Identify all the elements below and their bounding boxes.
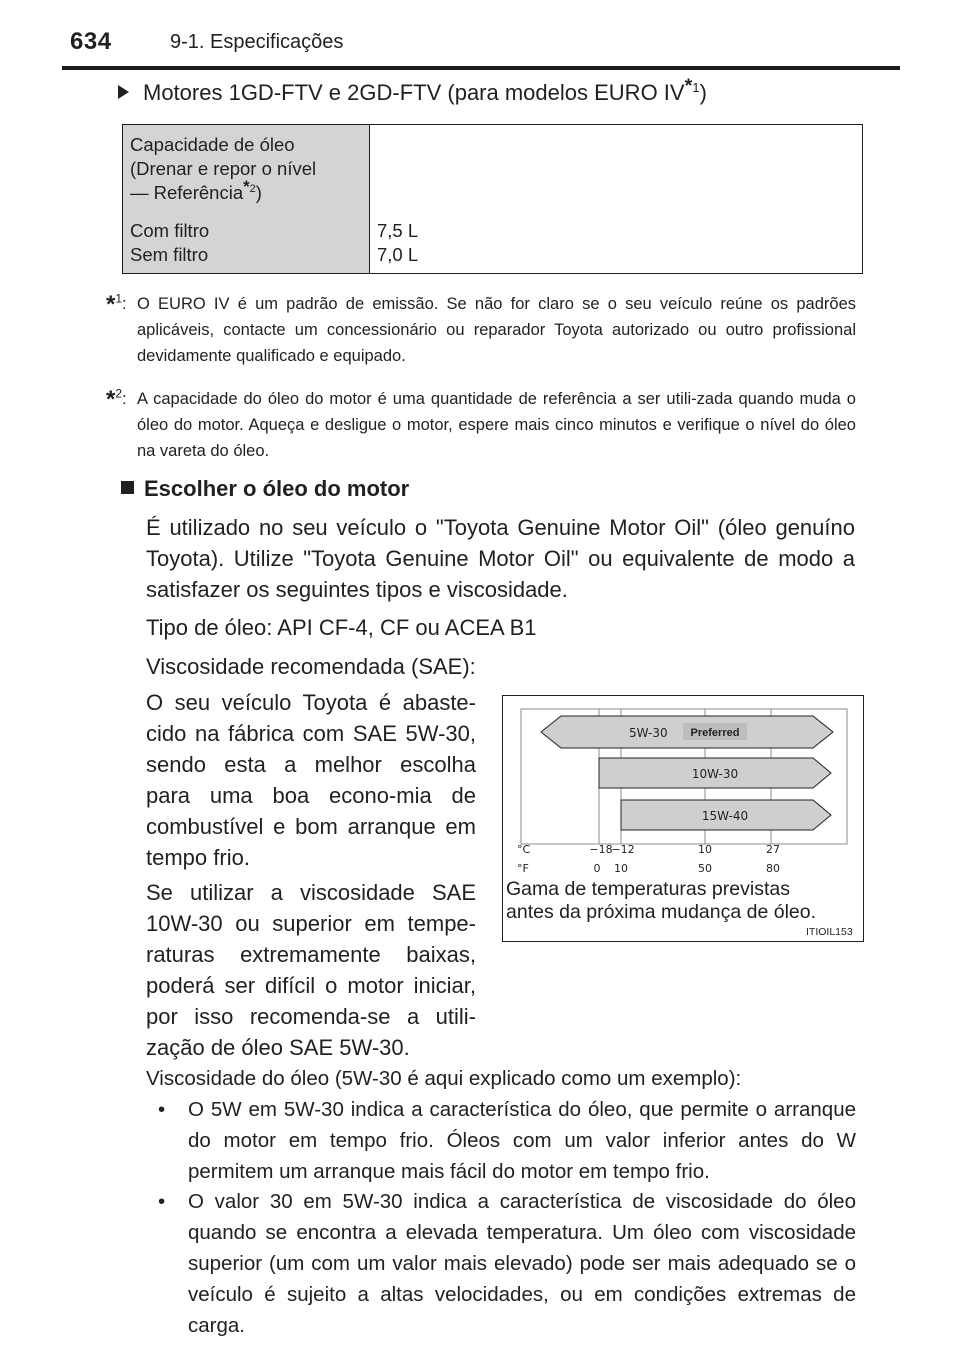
capacity-label-cell <box>123 125 370 212</box>
viscosity-label: Viscosidade recomendada (SAE): <box>146 654 476 679</box>
celsius-tick: 10 <box>698 843 712 856</box>
footnote-mark: *$^2$: <box>106 386 127 413</box>
filter-label-cell <box>123 211 370 274</box>
figure-caption-line2: antes da próxima mudança de óleo. <box>506 901 817 923</box>
capacity-value-header-cell <box>370 125 863 212</box>
bullet-dot: • <box>158 1190 166 1213</box>
celsius-tick: −12 <box>611 843 635 856</box>
list-item <box>146 1186 856 1341</box>
oil-section-heading: Escolher o óleo do motor <box>121 476 409 502</box>
grade-10w30-label: 10W-30 <box>691 767 739 781</box>
without-filter-label: Sem filtro <box>130 244 209 265</box>
figure-caption-line1: Gama de temperaturas previstas <box>506 878 790 900</box>
engine-heading-sup: 1 <box>692 79 700 95</box>
page-number: 634 <box>70 28 112 55</box>
preferred-label: Preferred <box>690 727 740 739</box>
capacity-label-line3: — Referência$^{*2}$) <box>130 176 262 203</box>
fahrenheit-tick: 80 <box>766 862 780 875</box>
grade-15w40-label: 15W-40 <box>701 809 749 823</box>
footnote-1 <box>106 291 856 369</box>
viscosity-explain-intro: Viscosidade do óleo (5W-30 é aqui explicado como um exemplo): <box>146 1067 742 1090</box>
table-row <box>123 125 863 212</box>
fahrenheit-unit: °F <box>517 862 529 875</box>
square-bullet-icon <box>121 481 134 494</box>
fahrenheit-tick: 10 <box>614 862 628 875</box>
section-title: 9-1. Especificações <box>170 31 344 53</box>
triangle-bullet-icon <box>118 85 129 99</box>
list-item <box>146 1094 856 1187</box>
footnote-text: O EURO IV é um padrão de emissão. Se não for claro se o seu veículo reúne os padrões aplicáveis, contacte um concessionário ou reparador Toyota autorizado ou outro profissional devidamente qualificado e equipado. <box>137 295 856 365</box>
celsius-tick: −18 <box>589 843 613 856</box>
oil-capacity-table <box>122 124 863 274</box>
engine-heading-close: ) <box>699 80 707 105</box>
figure-caption <box>506 878 816 924</box>
filter-value-cell <box>370 211 863 274</box>
capacity-label-line2: (Drenar e repor o nível <box>130 158 317 179</box>
with-filter-label: Com filtro <box>130 220 210 241</box>
bullet-dot: • <box>158 1098 166 1121</box>
footnote-mark: *$^1$: <box>106 291 127 318</box>
factory-fill-paragraph: O seu veículo Toyota é abaste-cido na fábrica com SAE 5W-30, sendo esta a melhor escolha para uma boa econo-mia de combustível e bom arranque em tempo frio. <box>146 690 476 870</box>
cold-start-paragraph: Se utilizar a viscosidade SAE 10W-30 ou superior em tempe-raturas extremamente baixas, poderá ser difícil o motor iniciar, por isso recomenda-se a utili-zação de óleo SAE 5W-30. <box>146 880 476 1060</box>
table-row <box>123 211 863 274</box>
oil-type-text: Tipo de óleo: API CF-4, CF ou ACEA B1 <box>146 615 537 640</box>
engine-heading-text: Motores 1GD-FTV e 2GD-FTV (para modelos EURO IV <box>143 80 685 105</box>
oil-intro-paragraph: É utilizado no seu veículo o "Toyota Genuine Motor Oil" (óleo genuíno Toyota). Utilize "Toyota Genuine Motor Oil" ou equivalente de modo a satisfazer os seguintes tipos e viscosidade. <box>146 515 855 602</box>
fahrenheit-tick: 50 <box>698 862 712 875</box>
celsius-tick: 27 <box>766 843 780 856</box>
header-rule <box>62 66 900 70</box>
with-filter-value: 7,5 L <box>377 220 419 241</box>
engine-heading: Motores 1GD-FTV e 2GD-FTV (para modelos EURO IV$^{*1}$) <box>118 80 707 106</box>
figure-code: ITIOIL153 <box>806 926 853 938</box>
celsius-unit: °C <box>517 843 531 856</box>
grade-5w30-label: 5W-30 <box>629 726 668 740</box>
footnote-text: A capacidade do óleo do motor é uma quantidade de referência a ser utili-zada quando muda o óleo do motor. Aqueça e desligue o motor, espere mais cinco minutos e verifique o nível do óleo na vareta do óleo. <box>137 390 856 460</box>
bullet-text: O valor 30 em 5W-30 indica a característica de viscosidade do óleo quando se encontra a elevada temperatura. Um óleo com viscosidade superior (um com um valor mais elevado) pode ser mais adequado se o veículo é sujeito a altas velocidades, ou em condições extremas de carga. <box>188 1190 856 1337</box>
footnote-2 <box>106 386 856 464</box>
without-filter-value: 7,0 L <box>377 244 419 265</box>
bullet-text: O 5W em 5W-30 indica a característica do óleo, que permite o arranque do motor em tempo frio. Óleos com um valor inferior antes do W permitem um arranque mais fácil do motor em tempo frio. <box>188 1098 856 1183</box>
capacity-label-line1: Capacidade de óleo <box>130 134 295 155</box>
fahrenheit-tick: 0 <box>593 862 601 875</box>
